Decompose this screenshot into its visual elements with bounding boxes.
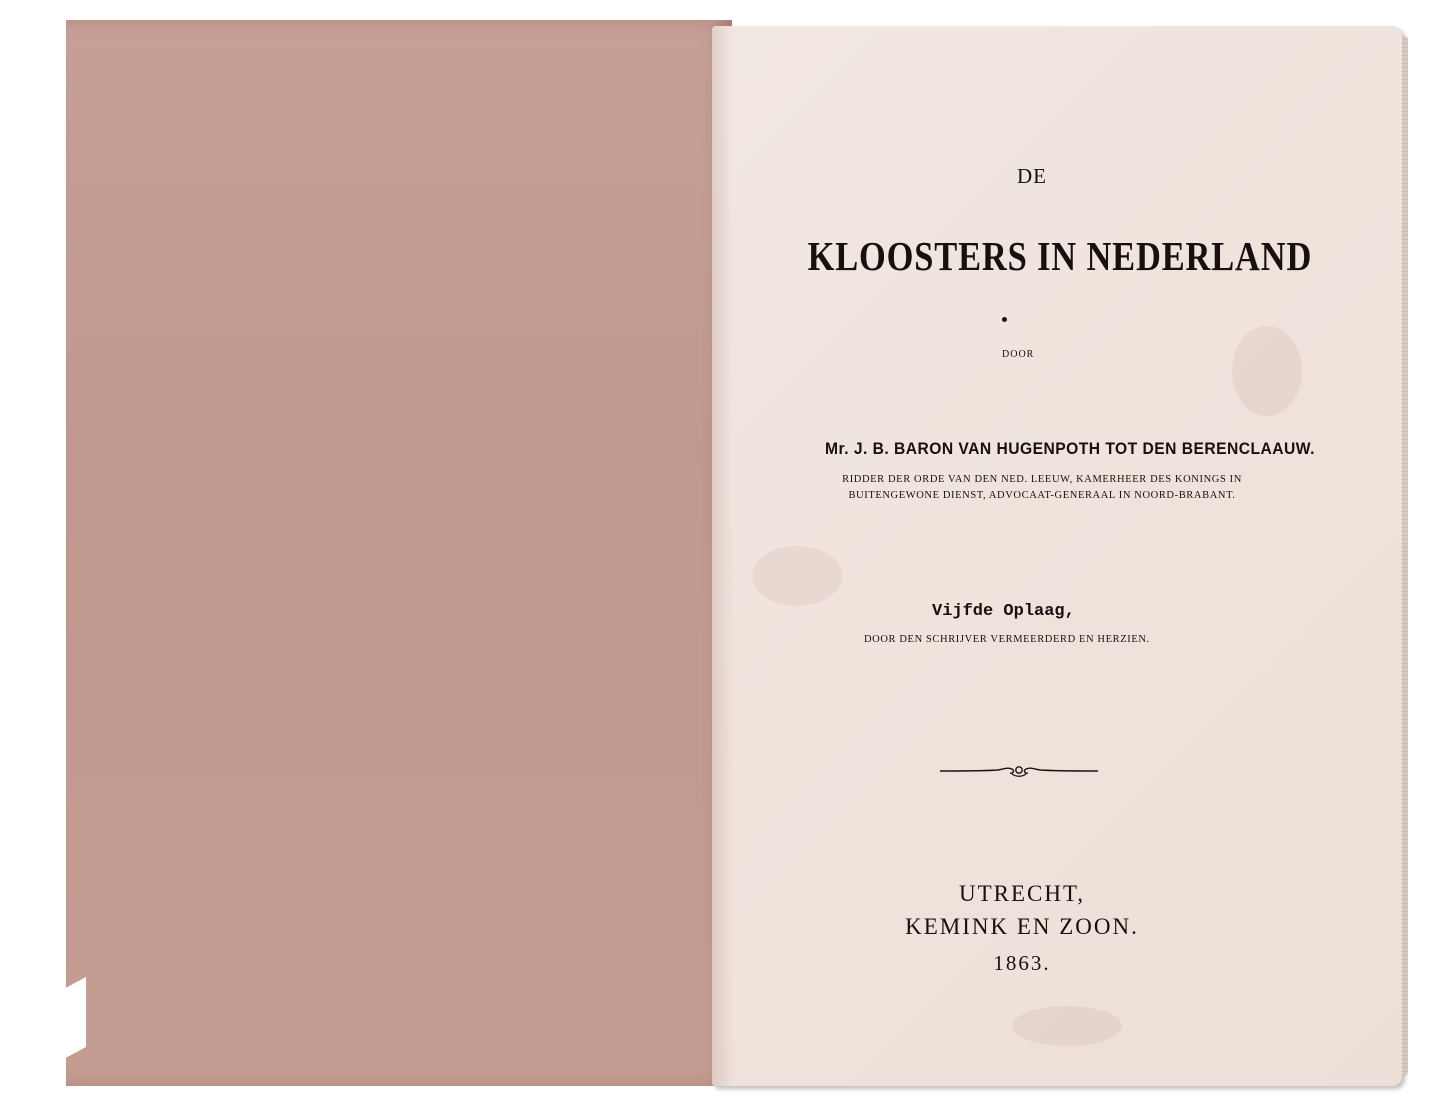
publication-year: 1863.	[993, 951, 1051, 975]
author-description: RIDDER DER ORDE VAN DEN NED. LEEUW, KAMERHEER DES KONINGS IN BUITENGEWONE DIENST, ADVOCAAT-GENERAAL IN NOORD-BRABANT.	[842, 474, 1242, 501]
publisher-city: UTRECHT,	[958, 881, 1086, 906]
publisher-name: KEMINK EN ZOON.	[905, 914, 1139, 939]
book-title: KLOOSTERS IN NEDERLAND	[807, 233, 1313, 279]
edition-label: Vijfde Oplaag,	[932, 602, 1075, 621]
title-page	[712, 26, 1402, 1086]
author-name: Mr. J. B. BARON VAN HUGENPOTH TOT DEN BERENCLAAUW.	[825, 439, 1315, 458]
foxing-stain	[1232, 326, 1302, 416]
page-edges	[1402, 36, 1408, 1076]
foxing-stain	[1012, 1006, 1122, 1046]
by-line: DOOR	[1002, 349, 1035, 360]
ornament-flourish-icon	[938, 760, 1100, 782]
stray-dot	[1002, 317, 1007, 322]
book-cover	[66, 20, 732, 1086]
edition-note: DOOR DEN SCHRIJVER VERMEERDERD EN HERZIEN.	[864, 634, 1150, 645]
foxing-stain	[752, 546, 842, 606]
title-article: DE	[1017, 164, 1047, 188]
